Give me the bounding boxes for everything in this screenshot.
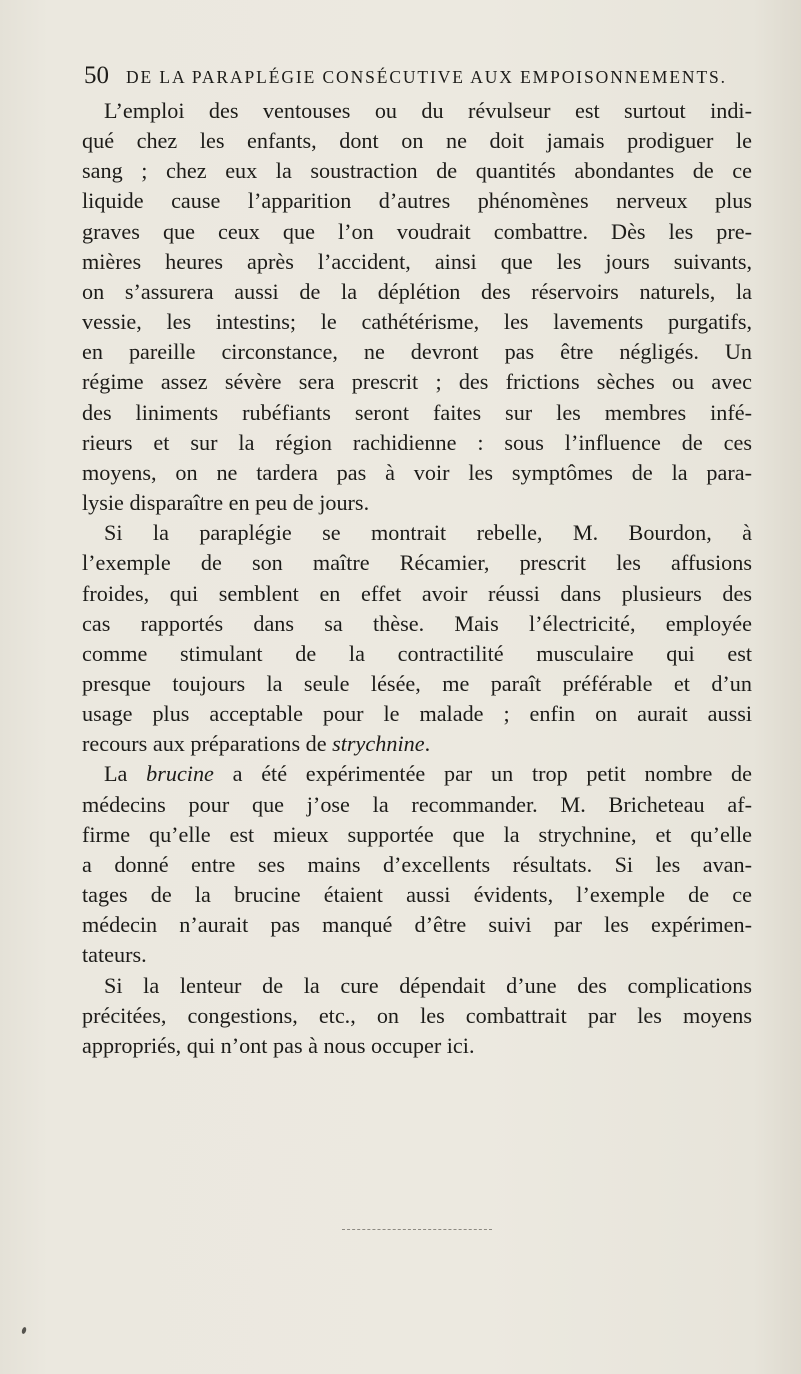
text-line: médecins pour que j’ose la recommander. M. Bricheteau af- xyxy=(82,791,752,817)
section-end-rule xyxy=(342,1229,492,1232)
text-line: liquide cause l’apparition d’autres phénomènes nerveux plus xyxy=(82,188,752,214)
emphasis-strychnine: strychnine xyxy=(332,731,425,757)
text-line: comme stimulant de la contractilité musculaire qui est xyxy=(82,640,752,666)
text-line: presque toujours la seule lésée, me paraît préférable et d’un xyxy=(82,670,752,696)
running-title: DE LA PARAPLÉGIE CONSÉCUTIVE AUX EMPOISONNEMENTS. xyxy=(126,67,727,87)
text-line: qué chez les enfants, dont on ne doit jamais prodiguer le xyxy=(82,128,752,154)
text-line: appropriés, qui n’ont pas à nous occuper ici. xyxy=(82,1032,475,1058)
page-number: 50 xyxy=(84,62,109,89)
text-line: vessie, les intestins; le cathétérisme, les lavements purgatifs, xyxy=(82,309,752,335)
text-line: tages de la brucine étaient aussi évidents, l’exemple de ce xyxy=(82,882,752,908)
text-run: a été expérimentée par un trop petit nombre de xyxy=(232,761,752,787)
text-line: régime assez sévère sera prescrit ; des frictions sèches ou avec xyxy=(82,369,752,395)
text-line: usage plus acceptable pour le malade ; enfin on aurait aussi xyxy=(82,701,752,727)
text-run: La xyxy=(104,761,128,787)
text-line xyxy=(82,729,752,759)
text-line: moyens, on ne tardera pas à voir les symptômes de la para- xyxy=(82,459,752,485)
text-line: l’exemple de son maître Récamier, prescrit les affusions xyxy=(82,550,752,576)
text-line: rieurs et sur la région rachidienne : sous l’influence de ces xyxy=(82,429,752,455)
text-line: précitées, congestions, etc., on les combattrait par les moyens xyxy=(82,1002,752,1028)
text-run: recours aux préparations de xyxy=(82,731,327,757)
text-line: a donné entre ses mains d’excellents résultats. Si les avan- xyxy=(82,851,752,877)
text-run: . xyxy=(424,731,431,757)
paragraph-4 xyxy=(82,971,752,1061)
text-line xyxy=(82,759,752,789)
text-line: tateurs. xyxy=(82,942,147,968)
text-line: en pareille circonstance, ne devront pas être négligés. Un xyxy=(82,339,752,365)
paragraph-3 xyxy=(82,759,752,970)
text-line: Si la paraplégie se montrait rebelle, M. Bourdon, à xyxy=(104,520,752,546)
text-line: froides, qui semblent en effet avoir réussi dans plusieurs des xyxy=(82,580,752,606)
print-speck xyxy=(21,1327,27,1335)
text-line: cas rapportés dans sa thèse. Mais l’électricité, employée xyxy=(82,610,752,636)
text-line: médecin n’aurait pas manqué d’être suivi par les expérimen- xyxy=(82,912,752,938)
text-line: firme qu’elle est mieux supportée que la strychnine, et qu’elle xyxy=(82,821,752,847)
emphasis-brucine: brucine xyxy=(146,761,214,787)
text-line: lysie disparaître en peu de jours. xyxy=(82,490,370,516)
body-text xyxy=(82,96,752,1061)
text-line: des liniments rubéfiants seront faites sur les membres infé- xyxy=(82,399,752,425)
page-header xyxy=(84,60,754,92)
text-line: L’emploi des ventouses ou du révulseur est surtout indi- xyxy=(104,98,752,123)
text-line: sang ; chez eux la soustraction de quantités abondantes de ce xyxy=(82,158,752,184)
paragraph-2 xyxy=(82,518,752,759)
text-line: graves que ceux que l’on voudrait combattre. Dès les pre- xyxy=(82,218,752,244)
text-line: on s’assurera aussi de la déplétion des réservoirs naturels, la xyxy=(82,278,752,304)
text-line: mières heures après l’accident, ainsi que les jours suivants, xyxy=(82,248,752,274)
text-line: Si la lenteur de la cure dépendait d’une des complications xyxy=(104,972,752,998)
paragraph-1 xyxy=(82,96,752,518)
